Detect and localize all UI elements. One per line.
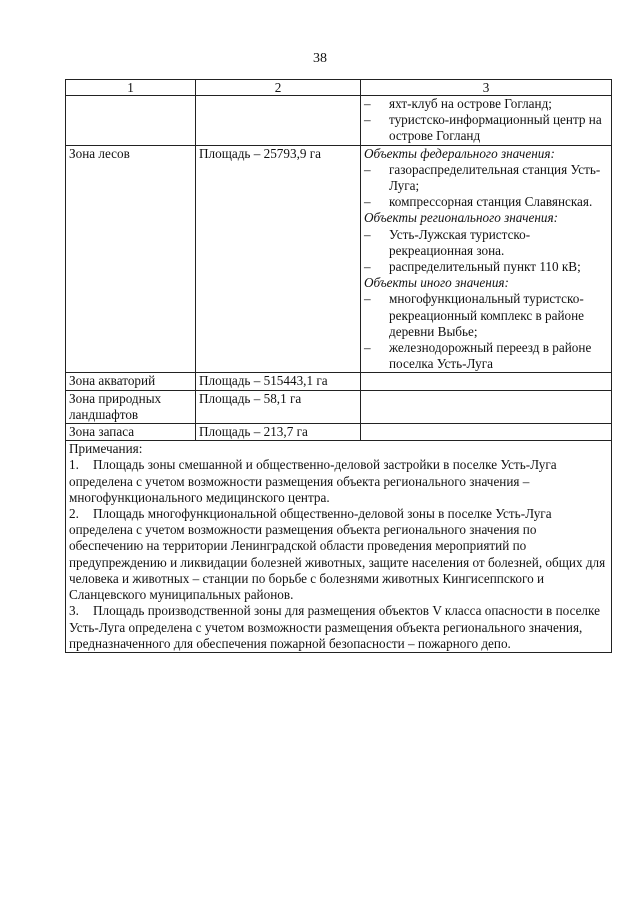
object-text: Усть-Лужская туристско-рекреационная зона. <box>389 226 531 258</box>
area-cell <box>196 96 361 146</box>
note-number: 1. <box>69 457 79 473</box>
notes-cell <box>66 441 612 653</box>
table-row <box>66 424 612 441</box>
table-row <box>66 145 612 373</box>
objects-cell <box>361 145 612 373</box>
object-list-item <box>364 340 608 372</box>
area-cell: Площадь – 213,7 га <box>196 424 361 441</box>
dash-marker: – <box>364 291 371 307</box>
object-list-item <box>364 162 608 194</box>
note-text: Площадь производственной зоны для размещения объектов V класса опасности в поселке Усть-Луга определена с учетом возможности размещения объекта регионального значения, предназначенного для обеспечения пожарной безопасности – пожарного депо. <box>69 603 600 651</box>
object-list-item <box>364 259 608 275</box>
zones-table <box>65 79 612 653</box>
objects-cell <box>361 390 612 423</box>
zone-cell: Зона лесов <box>66 145 196 373</box>
object-group-heading: Объекты федерального значения: <box>364 145 555 161</box>
table-row <box>66 373 612 390</box>
object-list-item <box>364 291 608 340</box>
notes-title: Примечания: <box>69 441 143 457</box>
objects-cell <box>361 373 612 390</box>
object-text: газораспределительная станция Усть-Луга; <box>389 161 601 194</box>
header-col-3: 3 <box>361 80 612 96</box>
zone-cell: Зона акваторий <box>66 373 196 390</box>
dash-marker: – <box>364 259 371 275</box>
object-list-item <box>364 227 608 259</box>
object-text: распределительный пункт 110 кВ; <box>389 259 581 275</box>
object-text: компрессорная станция Славянская. <box>389 194 593 210</box>
note-number: 2. <box>69 506 79 522</box>
zone-cell <box>66 96 196 146</box>
dash-marker: – <box>364 96 371 111</box>
object-list-item <box>364 194 608 210</box>
objects-cell <box>361 424 612 441</box>
note-text: Площадь зоны смешанной и общественно-деловой застройки в поселке Усть-Луга определена с учетом возможности размещения объекта регионального значения – многофункционального медицинского центра. <box>69 457 557 505</box>
note-item <box>69 603 608 652</box>
dash-marker: – <box>364 194 371 210</box>
zone-cell: Зона природных ландшафтов <box>66 390 196 423</box>
note-item <box>69 506 608 603</box>
dash-marker: – <box>364 340 371 356</box>
dash-marker: – <box>364 112 371 128</box>
object-list-item <box>364 96 608 112</box>
dash-marker: – <box>364 226 371 242</box>
object-list-item <box>364 112 608 144</box>
object-text: туристско-информационный центр на острове Гогланд <box>389 112 602 144</box>
object-text: железнодорожный переезд в районе поселка Усть-Луга <box>389 340 592 372</box>
zone-cell: Зона запаса <box>66 424 196 441</box>
note-number: 3. <box>69 603 79 619</box>
header-col-2: 2 <box>196 80 361 96</box>
note-text: Площадь многофункциональной общественно-деловой зоны в поселке Усть-Луга определена с учетом возможности размещения объекта регионального значения по обеспечению на территории Ленинградской области проведения мероприятий по предупреждению и ликвидации болезней животных, защите населения от болезней, общих для человека и животных – станции по борьбе с болезнями животных Кингисеппского и Сланцевского муниципальных районов. <box>69 506 606 603</box>
header-col-1: 1 <box>66 80 196 96</box>
area-cell: Площадь – 515443,1 га <box>196 373 361 390</box>
table-row <box>66 390 612 423</box>
area-cell: Площадь – 58,1 га <box>196 390 361 423</box>
dash-marker: – <box>364 161 371 177</box>
note-item <box>69 457 608 506</box>
objects-cell <box>361 96 612 146</box>
object-text: многофункциональный туристско-рекреационный комплекс в районе деревни Выбье; <box>389 291 585 339</box>
object-text: яхт-клуб на острове Гогланд; <box>389 96 552 111</box>
page-number: 38 <box>313 51 327 66</box>
area-cell: Площадь – 25793,9 га <box>196 145 361 373</box>
notes-row <box>66 441 612 653</box>
object-group-heading: Объекты иного значения: <box>364 275 509 291</box>
object-group-heading: Объекты регионального значения: <box>364 210 559 226</box>
table-row <box>66 96 612 146</box>
table-header-row <box>66 80 612 96</box>
